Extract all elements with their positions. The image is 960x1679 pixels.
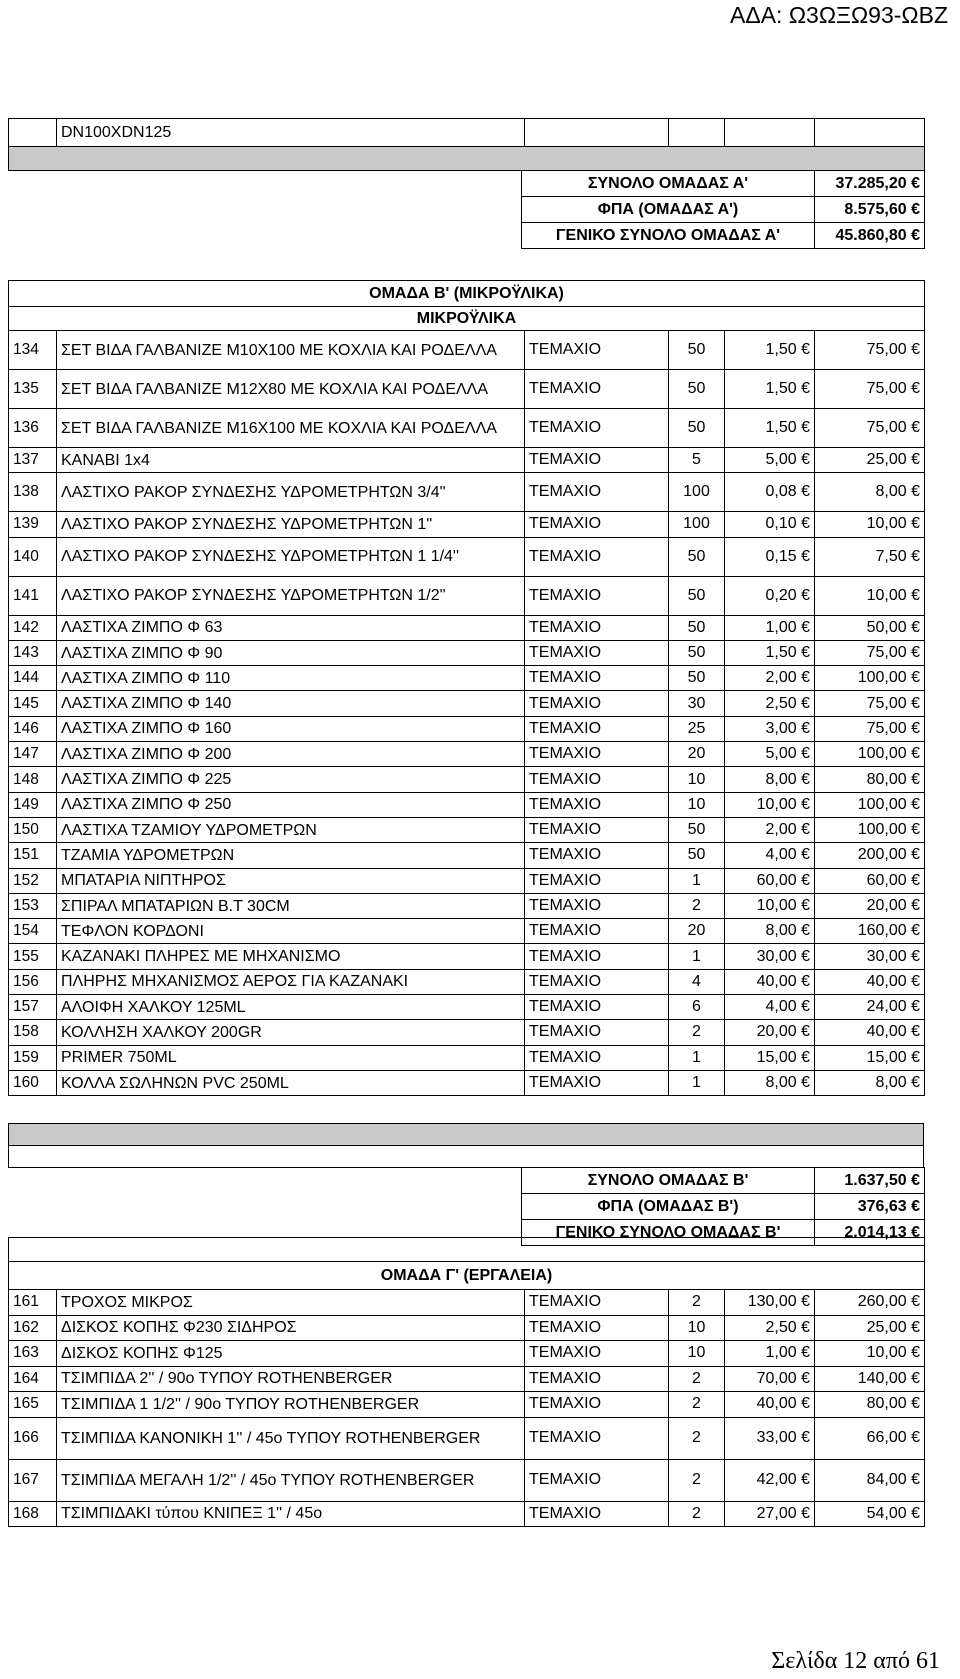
row-qty: 2 (669, 1290, 725, 1316)
totals-value: 37.285,20 € (815, 171, 925, 197)
table-row (9, 473, 925, 512)
table-row (9, 1290, 925, 1316)
row-unit: ΤΕΜΑΧΙΟ (525, 1417, 669, 1459)
row-qty: 50 (669, 615, 725, 640)
row-number: 161 (9, 1290, 57, 1316)
row-desc: ΛΑΣΤΙΧΑ ΤΖΑΜΙΟΥ ΥΔΡΟΜΕΤΡΩΝ (57, 817, 525, 842)
row-desc: ΛΑΣΤΙΧΑ ΖΙΜΠΟ Φ 110 (57, 666, 525, 691)
row-number: 135 (9, 370, 57, 409)
row-number: 142 (9, 615, 57, 640)
row-number: 136 (9, 409, 57, 448)
row-unit: ΤΕΜΑΧΙΟ (525, 944, 669, 969)
row-unit: ΤΕΜΑΧΙΟ (525, 742, 669, 767)
row-qty: 2 (669, 1366, 725, 1392)
row-total: 100,00 € (815, 666, 925, 691)
row-qty: 1 (669, 1045, 725, 1070)
row-qty: 2 (669, 1392, 725, 1418)
row-number: 163 (9, 1341, 57, 1367)
row-total: 80,00 € (815, 767, 925, 792)
row-price: 5,00 € (725, 448, 815, 473)
row-qty: 50 (669, 576, 725, 615)
row-unit: ΤΕΜΑΧΙΟ (525, 843, 669, 868)
row-qty: 50 (669, 817, 725, 842)
row-qty: 10 (669, 1341, 725, 1367)
row-desc: ΣΠΙΡΑΛ ΜΠΑΤΑΡΙΩΝ Β.Τ 30CM (57, 893, 525, 918)
row-desc: ΤΖΑΜΙΑ ΥΔΡΟΜΕΤΡΩΝ (57, 843, 525, 868)
table-row (9, 742, 925, 767)
row-unit: ΤΕΜΑΧΙΟ (525, 331, 669, 370)
group-a-table (8, 118, 925, 171)
row-unit: ΤΕΜΑΧΙΟ (525, 868, 669, 893)
row-desc: ΔΙΣΚΟΣ ΚΟΠΗΣ Φ125 (57, 1341, 525, 1367)
row-desc: ΚΟΛΛΑ ΣΩΛΗΝΩΝ PVC 250ML (57, 1070, 525, 1095)
table-row (9, 615, 925, 640)
table-row (9, 919, 925, 944)
row-price: 2,00 € (725, 666, 815, 691)
row-number: 151 (9, 843, 57, 868)
row-total: 25,00 € (815, 1315, 925, 1341)
row-total: 75,00 € (815, 370, 925, 409)
table-row (9, 1417, 925, 1459)
row-number: 144 (9, 666, 57, 691)
row-total: 100,00 € (815, 792, 925, 817)
totals-label: ΦΠΑ (ΟΜΑΔΑΣ Α') (522, 197, 815, 223)
row-unit: ΤΕΜΑΧΙΟ (525, 666, 669, 691)
totals-label: ΓΕΝΙΚΟ ΣΥΝΟΛΟ ΟΜΑΔΑΣ Α' (522, 223, 815, 249)
row-unit: ΤΕΜΑΧΙΟ (525, 370, 669, 409)
row-price: 1,00 € (725, 1341, 815, 1367)
row-qty: 1 (669, 868, 725, 893)
table-row (9, 1315, 925, 1341)
ada-code: ΑΔΑ: Ω3ΩΞΩ93-ΩΒΖ (730, 2, 948, 28)
row-total: 75,00 € (815, 331, 925, 370)
row-number: 153 (9, 893, 57, 918)
table-row (9, 868, 925, 893)
group-b-totals-table (521, 1167, 925, 1246)
row-number: 162 (9, 1315, 57, 1341)
row-price: 8,00 € (725, 919, 815, 944)
row-total: 260,00 € (815, 1290, 925, 1316)
row-desc: ΤΣΙΜΠΙΔΑΚΙ τύπου ΚΝΙΠΕΞ 1'' / 45ο (57, 1501, 525, 1527)
row-total: 140,00 € (815, 1366, 925, 1392)
table-row (9, 409, 925, 448)
row-number: 167 (9, 1459, 57, 1501)
row-number: 165 (9, 1392, 57, 1418)
row-desc: ΠΛΗΡΗΣ ΜΗΧΑΝΙΣΜΟΣ ΑΕΡΟΣ ΓΙΑ ΚΑΖΑΝΑΚΙ (57, 969, 525, 994)
row-desc: ΛΑΣΤΙΧΟ ΡΑΚΟΡ ΣΥΝΔΕΣΗΣ ΥΔΡΟΜΕΤΡΗΤΩΝ 1 1/4'' (57, 537, 525, 576)
gray-separator (9, 1124, 924, 1146)
row-total: 10,00 € (815, 1341, 925, 1367)
row-number: 140 (9, 537, 57, 576)
table-row (9, 119, 925, 147)
row-price: 42,00 € (725, 1459, 815, 1501)
table-row (9, 843, 925, 868)
group-b-title: ΟΜΑΔΑ Β' (ΜΙΚΡΟΫΛΙΚΑ) (9, 281, 925, 307)
row-unit: ΤΕΜΑΧΙΟ (525, 995, 669, 1020)
row-price: 0,10 € (725, 512, 815, 537)
row-number: 137 (9, 448, 57, 473)
row-qty: 10 (669, 767, 725, 792)
row-price: 130,00 € (725, 1290, 815, 1316)
table-row (9, 817, 925, 842)
row-total: 30,00 € (815, 944, 925, 969)
row-number: 147 (9, 742, 57, 767)
row-price: 0,15 € (725, 537, 815, 576)
group-a-tail (8, 118, 925, 171)
table-row (9, 1366, 925, 1392)
row-unit: ΤΕΜΑΧΙΟ (525, 691, 669, 716)
table-row (9, 537, 925, 576)
group-b-totals (521, 1167, 925, 1246)
page-number: Σελίδα 12 από 61 (771, 1648, 940, 1674)
row-desc: ΛΑΣΤΙΧΑ ΖΙΜΠΟ Φ 160 (57, 716, 525, 741)
row-number: 149 (9, 792, 57, 817)
group-b-gray (8, 1123, 924, 1168)
row-total: 24,00 € (815, 995, 925, 1020)
row-total: 7,50 € (815, 537, 925, 576)
row-desc: ΛΑΣΤΙΧΑ ΖΙΜΠΟ Φ 63 (57, 615, 525, 640)
row-desc: ΛΑΣΤΙΧΟ ΡΑΚΟΡ ΣΥΝΔΕΣΗΣ ΥΔΡΟΜΕΤΡΗΤΩΝ 1'' (57, 512, 525, 537)
row-desc: ΛΑΣΤΙΧΑ ΖΙΜΠΟ Φ 250 (57, 792, 525, 817)
row-number: 158 (9, 1020, 57, 1045)
row-unit: ΤΕΜΑΧΙΟ (525, 1290, 669, 1316)
row-unit: ΤΕΜΑΧΙΟ (525, 1020, 669, 1045)
row-price: 4,00 € (725, 995, 815, 1020)
row-price: 8,00 € (725, 767, 815, 792)
row-number: 155 (9, 944, 57, 969)
row-total: 200,00 € (815, 843, 925, 868)
totals-value: 1.637,50 € (815, 1168, 925, 1194)
row-unit: ΤΕΜΑΧΙΟ (525, 473, 669, 512)
row-desc: ΔΙΣΚΟΣ ΚΟΠΗΣ Φ230 ΣΙΔΗΡΟΣ (57, 1315, 525, 1341)
row-price: 3,00 € (725, 716, 815, 741)
table-row (9, 691, 925, 716)
row-price: 1,00 € (725, 615, 815, 640)
row-number: 134 (9, 331, 57, 370)
row-price: 10,00 € (725, 893, 815, 918)
row-desc: ΚΑΖΑΝΑΚΙ ΠΛΗΡΕΣ ΜΕ ΜΗΧΑΝΙΣΜΟ (57, 944, 525, 969)
row-price: 2,50 € (725, 1315, 815, 1341)
row-total: 15,00 € (815, 1045, 925, 1070)
table-row (9, 792, 925, 817)
row-number: 150 (9, 817, 57, 842)
totals-row (522, 1168, 925, 1194)
row-total: 10,00 € (815, 576, 925, 615)
row-price: 60,00 € (725, 868, 815, 893)
row-number: 145 (9, 691, 57, 716)
row-unit: ΤΕΜΑΧΙΟ (525, 1366, 669, 1392)
table-row (9, 1341, 925, 1367)
row-unit: ΤΕΜΑΧΙΟ (525, 817, 669, 842)
row-total: 20,00 € (815, 893, 925, 918)
row-desc: ΤΣΙΜΠΙΔΑ ΜΕΓΑΛΗ 1/2'' / 45ο ΤΥΠΟΥ ROTHENBERGER (57, 1459, 525, 1501)
row-number: 154 (9, 919, 57, 944)
row-unit: ΤΕΜΑΧΙΟ (525, 792, 669, 817)
row-qty: 4 (669, 969, 725, 994)
totals-label: ΓΕΝΙΚΟ ΣΥΝΟΛΟ ΟΜΑΔΑΣ Β' (522, 1220, 815, 1246)
table-row (9, 331, 925, 370)
row-price: 0,08 € (725, 473, 815, 512)
row-number: 157 (9, 995, 57, 1020)
blank-row (9, 1146, 924, 1168)
row-total: 100,00 € (815, 817, 925, 842)
row-desc: ΣΕΤ ΒΙΔΑ ΓΑΛΒΑΝΙΖΕ Μ16Χ100 ΜΕ ΚΟΧΛΙΑ ΚΑΙ ΡΟΔΕΛΛΑ (57, 409, 525, 448)
totals-row (522, 1194, 925, 1220)
totals-row (522, 171, 925, 197)
row-desc: ΛΑΣΤΙΧΑ ΖΙΜΠΟ Φ 90 (57, 640, 525, 665)
row-qty: 50 (669, 640, 725, 665)
row-unit: ΤΕΜΑΧΙΟ (525, 893, 669, 918)
table-row (9, 370, 925, 409)
row-total: 50,00 € (815, 615, 925, 640)
group-b-subtitle: ΜΙΚΡΟΫΛΙΚΑ (9, 307, 925, 331)
row-desc: ΛΑΣΤΙΧΑ ΖΙΜΠΟ Φ 200 (57, 742, 525, 767)
row-qty: 20 (669, 742, 725, 767)
row-total: 25,00 € (815, 448, 925, 473)
table-row (9, 1070, 925, 1095)
row-unit: ΤΕΜΑΧΙΟ (525, 716, 669, 741)
row-price: 0,20 € (725, 576, 815, 615)
row-unit: ΤΕΜΑΧΙΟ (525, 1315, 669, 1341)
row-unit: ΤΕΜΑΧΙΟ (525, 1045, 669, 1070)
row-total: 10,00 € (815, 512, 925, 537)
row-qty: 50 (669, 537, 725, 576)
group-b-subtitle-row (9, 307, 925, 331)
group-a-totals-table (521, 170, 925, 249)
totals-value: 45.860,80 € (815, 223, 925, 249)
row-price: 2,00 € (725, 817, 815, 842)
row-number: 164 (9, 1366, 57, 1392)
row-qty: 1 (669, 944, 725, 969)
totals-row (522, 197, 925, 223)
row-qty: 2 (669, 1501, 725, 1527)
row-unit: ΤΕΜΑΧΙΟ (525, 1392, 669, 1418)
table-row (9, 893, 925, 918)
row-price: 70,00 € (725, 1366, 815, 1392)
table-row (9, 640, 925, 665)
table-row (9, 716, 925, 741)
row-qty: 50 (669, 331, 725, 370)
table-row (9, 1020, 925, 1045)
row-qty: 100 (669, 473, 725, 512)
table-row (9, 576, 925, 615)
row-number: 156 (9, 969, 57, 994)
row-unit: ΤΕΜΑΧΙΟ (525, 448, 669, 473)
row-unit: ΤΕΜΑΧΙΟ (525, 1070, 669, 1095)
row-price: 10,00 € (725, 792, 815, 817)
row-price: 27,00 € (725, 1501, 815, 1527)
row-number: 168 (9, 1501, 57, 1527)
row-qty: 50 (669, 370, 725, 409)
table-row (9, 969, 925, 994)
row-desc: ΤΣΙΜΠΙΔΑ ΚΑΝΟΝΙΚΗ 1'' / 45ο ΤΥΠΟΥ ROTHENBERGER (57, 1417, 525, 1459)
row-total: 100,00 € (815, 742, 925, 767)
row-price: 20,00 € (725, 1020, 815, 1045)
row-qty: 50 (669, 409, 725, 448)
row-desc: ΤΕΦΛΟΝ ΚΟΡΔΟΝΙ (57, 919, 525, 944)
totals-label: ΦΠΑ (ΟΜΑΔΑΣ Β') (522, 1194, 815, 1220)
row-price: 1,50 € (725, 370, 815, 409)
row-unit: ΤΕΜΑΧΙΟ (525, 615, 669, 640)
table-row (9, 1045, 925, 1070)
row-total: 40,00 € (815, 969, 925, 994)
row-price: 5,00 € (725, 742, 815, 767)
row-price: 1,50 € (725, 409, 815, 448)
group-c-table (8, 1237, 925, 1527)
table-row (9, 512, 925, 537)
row-total: 60,00 € (815, 868, 925, 893)
row-total: 75,00 € (815, 640, 925, 665)
row-price: 33,00 € (725, 1417, 815, 1459)
row-unit: ΤΕΜΑΧΙΟ (525, 1459, 669, 1501)
row-desc: ΣΕΤ ΒΙΔΑ ΓΑΛΒΑΝΙΖΕ Μ10Χ100 ΜΕ ΚΟΧΛΙΑ ΚΑΙ ΡΟΔΕΛΛΑ (57, 331, 525, 370)
group-b-table (8, 280, 925, 1096)
row-total: 75,00 € (815, 716, 925, 741)
group-c-title: ΟΜΑΔΑ Γ' (ΕΡΓΑΛΕΙΑ) (9, 1262, 925, 1290)
totals-value: 2.014,13 € (815, 1220, 925, 1246)
group-c (8, 1237, 925, 1527)
row-total: 84,00 € (815, 1459, 925, 1501)
row-unit: ΤΕΜΑΧΙΟ (525, 1501, 669, 1527)
row-price: 4,00 € (725, 843, 815, 868)
row-total: 54,00 € (815, 1501, 925, 1527)
row-unit: ΤΕΜΑΧΙΟ (525, 969, 669, 994)
row-qty: 30 (669, 691, 725, 716)
row-unit: ΤΕΜΑΧΙΟ (525, 409, 669, 448)
row-qty: 10 (669, 792, 725, 817)
row-qty: 2 (669, 1459, 725, 1501)
row-qty: 25 (669, 716, 725, 741)
row-price: 40,00 € (725, 1392, 815, 1418)
row-qty: 100 (669, 512, 725, 537)
row-desc: ΛΑΣΤΙΧΟ ΡΑΚΟΡ ΣΥΝΔΕΣΗΣ ΥΔΡΟΜΕΤΡΗΤΩΝ 3/4'' (57, 473, 525, 512)
row-qty: 1 (669, 1070, 725, 1095)
row-number: 152 (9, 868, 57, 893)
row-number: 143 (9, 640, 57, 665)
row-price: 30,00 € (725, 944, 815, 969)
group-a-totals (521, 170, 925, 249)
row-price: 8,00 € (725, 1070, 815, 1095)
totals-value: 376,63 € (815, 1194, 925, 1220)
row-desc: DN100XDN125 (57, 119, 525, 147)
row-desc: ΑΛΟΙΦΗ ΧΑΛΚΟΥ 125ML (57, 995, 525, 1020)
row-number: 146 (9, 716, 57, 741)
row-total: 80,00 € (815, 1392, 925, 1418)
row-total: 160,00 € (815, 919, 925, 944)
row-desc: ΤΣΙΜΠΙΔΑ 2'' / 90ο ΤΥΠΟΥ ROTHENBERGER (57, 1366, 525, 1392)
row-desc: ΤΡΟΧΟΣ ΜΙΚΡΟΣ (57, 1290, 525, 1316)
row-total: 75,00 € (815, 409, 925, 448)
row-number: 139 (9, 512, 57, 537)
row-price: 15,00 € (725, 1045, 815, 1070)
row-price: 1,50 € (725, 331, 815, 370)
table-row (9, 995, 925, 1020)
row-total: 8,00 € (815, 473, 925, 512)
row-qty: 2 (669, 893, 725, 918)
row-desc: PRIMER 750ML (57, 1045, 525, 1070)
totals-row (522, 223, 925, 249)
row-qty: 2 (669, 1417, 725, 1459)
blank-row (9, 1238, 925, 1262)
row-unit: ΤΕΜΑΧΙΟ (525, 1341, 669, 1367)
row-desc: ΜΠΑΤΑΡΙΑ ΝΙΠΤΗΡΟΣ (57, 868, 525, 893)
table-row (9, 767, 925, 792)
row-unit: ΤΕΜΑΧΙΟ (525, 576, 669, 615)
group-b-title-row (9, 281, 925, 307)
row-desc: ΣΕΤ ΒΙΔΑ ΓΑΛΒΑΝΙΖΕ Μ12Χ80 ΜΕ ΚΟΧΛΙΑ ΚΑΙ ΡΟΔΕΛΛΑ (57, 370, 525, 409)
row-price: 1,50 € (725, 640, 815, 665)
row-unit: ΤΕΜΑΧΙΟ (525, 919, 669, 944)
row-number: 160 (9, 1070, 57, 1095)
row-number: 159 (9, 1045, 57, 1070)
table-row (9, 1501, 925, 1527)
gray-separator (9, 147, 925, 171)
group-c-title-row (9, 1262, 925, 1290)
table-row (9, 666, 925, 691)
row-total: 75,00 € (815, 691, 925, 716)
row-total: 8,00 € (815, 1070, 925, 1095)
row-unit: ΤΕΜΑΧΙΟ (525, 537, 669, 576)
row-price: 2,50 € (725, 691, 815, 716)
row-desc: ΛΑΣΤΙΧΑ ΖΙΜΠΟ Φ 225 (57, 767, 525, 792)
row-desc: ΛΑΣΤΙΧΟ ΡΑΚΟΡ ΣΥΝΔΕΣΗΣ ΥΔΡΟΜΕΤΡΗΤΩΝ 1/2'' (57, 576, 525, 615)
row-price: 40,00 € (725, 969, 815, 994)
table-row (9, 1459, 925, 1501)
row-number: 166 (9, 1417, 57, 1459)
row-unit: ΤΕΜΑΧΙΟ (525, 640, 669, 665)
row-number: 148 (9, 767, 57, 792)
table-row (9, 448, 925, 473)
table-row (9, 1392, 925, 1418)
row-number: 138 (9, 473, 57, 512)
row-desc: ΚΟΛΛΗΣΗ ΧΑΛΚΟΥ 200GR (57, 1020, 525, 1045)
group-b (8, 280, 925, 1096)
row-number: 141 (9, 576, 57, 615)
row-unit: ΤΕΜΑΧΙΟ (525, 512, 669, 537)
row-desc: ΤΣΙΜΠΙΔΑ 1 1/2'' / 90ο ΤΥΠΟΥ ROTHENBERGER (57, 1392, 525, 1418)
totals-label: ΣΥΝΟΛΟ ΟΜΑΔΑΣ Α' (522, 171, 815, 197)
totals-label: ΣΥΝΟΛΟ ΟΜΑΔΑΣ Β' (522, 1168, 815, 1194)
row-qty: 6 (669, 995, 725, 1020)
row-total: 40,00 € (815, 1020, 925, 1045)
row-qty: 50 (669, 666, 725, 691)
row-qty: 10 (669, 1315, 725, 1341)
table-row (9, 944, 925, 969)
totals-value: 8.575,60 € (815, 197, 925, 223)
row-desc: ΚΑΝΑΒΙ 1x4 (57, 448, 525, 473)
row-total: 66,00 € (815, 1417, 925, 1459)
row-qty: 50 (669, 843, 725, 868)
row-qty: 5 (669, 448, 725, 473)
row-qty: 2 (669, 1020, 725, 1045)
row-unit: ΤΕΜΑΧΙΟ (525, 767, 669, 792)
row-qty: 20 (669, 919, 725, 944)
row-desc: ΛΑΣΤΙΧΑ ΖΙΜΠΟ Φ 140 (57, 691, 525, 716)
